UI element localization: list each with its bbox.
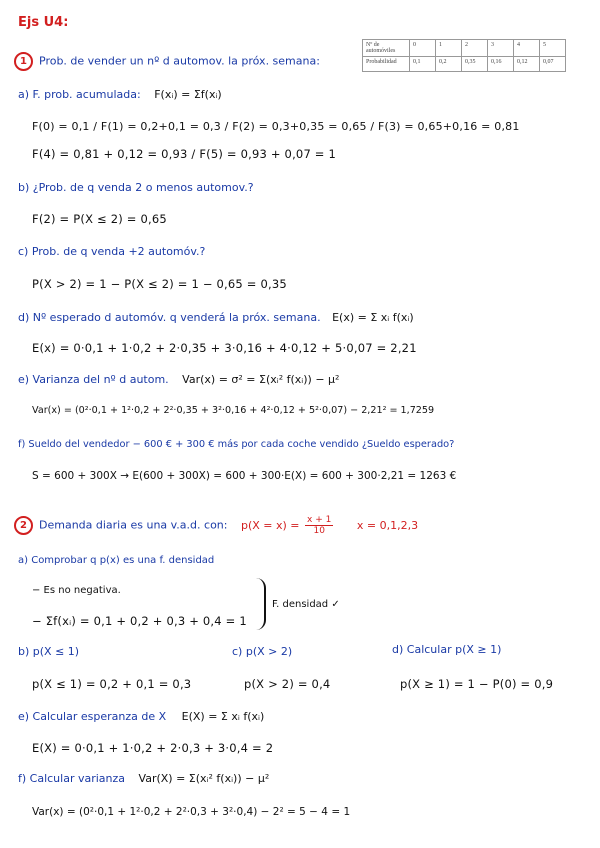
- ex2-a-heading: a) Comprobar q p(x) es una f. densidad: [18, 555, 215, 566]
- ex1-f-line: S = 600 + 300X → E(600 + 300X) = 600 + 300·E(X) = 600 + 300·2,21 = 1263 €: [32, 470, 457, 482]
- ex1-e-line: Var(x) = (0²·0,1 + 1²·0,2 + 2²·0,35 + 3²·0,16 + 4²·0,12 + 5²·0,07) − 2,21² = 1,7259: [32, 405, 435, 416]
- ex2-e-line: E(X) = 0·0,1 + 1·0,2 + 2·0,3 + 3·0,4 = 2: [32, 741, 274, 755]
- table-cell: 3: [488, 40, 514, 57]
- ex1-d-formula: E(x) = Σ xᵢ f(xᵢ): [332, 311, 414, 324]
- curly-brace: [254, 578, 266, 630]
- pmf-numerator: x + 1: [307, 515, 332, 525]
- table-cell: 0: [410, 40, 436, 57]
- ex2-a-conclusion: F. densidad ✓: [272, 599, 340, 610]
- table-cell: 0,16: [488, 57, 514, 72]
- ex1-d-heading-row: [18, 311, 414, 324]
- ex2-a-bullet2: − Σf(xᵢ) = 0,1 + 0,2 + 0,3 + 0,4 = 1: [32, 614, 247, 628]
- exercise-1-statement: [14, 52, 320, 71]
- probability-table: [362, 39, 566, 72]
- ex2-d-heading: d) Calcular p(X ≥ 1): [392, 643, 502, 656]
- ex2-d-line: p(X ≥ 1) = 1 − P(0) = 0,9: [400, 677, 554, 691]
- ex1-f-heading: f) Sueldo del vendedor − 600 € + 300 € más por cada coche vendido ¿Sueldo esperado?: [18, 439, 455, 450]
- ex2-b-heading: b) p(X ≤ 1): [18, 645, 80, 658]
- table-row-probabilities: [363, 57, 566, 72]
- table-cell: 0,35: [462, 57, 488, 72]
- ex1-a-heading-row: [18, 88, 222, 101]
- pmf-fraction: [305, 515, 333, 536]
- ex1-e-heading-row: [18, 373, 339, 386]
- table-header-probability: Probabilidad: [363, 57, 410, 72]
- ex1-a-formula: F(xᵢ) = Σf(xᵢ): [154, 88, 222, 101]
- table-cell: 4: [514, 40, 540, 57]
- ex2-f-line: Var(x) = (0²·0,1 + 1²·0,2 + 2²·0,3 + 3²·0,4) − 2² = 5 − 4 = 1: [32, 806, 351, 818]
- page-title: Ejs U4:: [18, 15, 69, 30]
- ex2-e-heading-row: [18, 710, 264, 723]
- ex1-a-line2: F(4) = 0,81 + 0,12 = 0,93 / F(5) = 0,93 + 0,07 = 1: [32, 147, 337, 161]
- exercise-1-number: 1: [14, 52, 33, 71]
- ex2-e-heading: e) Calcular esperanza de X: [18, 710, 167, 723]
- table-cell: 0,12: [514, 57, 540, 72]
- ex2-e-formula: E(X) = Σ xᵢ f(xᵢ): [181, 710, 265, 723]
- table-cell: 0,2: [436, 57, 462, 72]
- table-row-values: [363, 40, 566, 57]
- ex1-a-heading: a) F. prob. acumulada:: [18, 88, 141, 101]
- ex1-c-line: P(X > 2) = 1 − P(X ≤ 2) = 1 − 0,65 = 0,35: [32, 277, 287, 291]
- table-cell: 5: [540, 40, 566, 57]
- ex1-d-line: E(x) = 0·0,1 + 1·0,2 + 2·0,35 + 3·0,16 + 4·0,12 + 5·0,07 = 2,21: [32, 341, 417, 355]
- ex1-e-formula: Var(x) = σ² = Σ(xᵢ² f(xᵢ)) − μ²: [182, 373, 340, 386]
- ex2-c-line: p(X > 2) = 0,4: [244, 677, 331, 691]
- exercise-1-text: Prob. de vender un nº d automov. la próx. semana:: [39, 54, 320, 68]
- ex2-f-heading: f) Calcular varianza: [18, 772, 126, 785]
- exercise-2-pmf: p(X = x) =: [240, 518, 300, 532]
- ex2-f-formula: Var(X) = Σ(xᵢ² f(xᵢ)) − μ²: [138, 772, 270, 785]
- exercise-2-text: Demanda diaria es una v.a.d. con:: [39, 518, 228, 532]
- exercise-2-domain: x = 0,1,2,3: [356, 518, 419, 532]
- exercise-2-number: 2: [14, 516, 33, 535]
- pmf-denominator: 10: [313, 526, 325, 536]
- ex2-c-heading: c) p(X > 2): [232, 645, 293, 658]
- table-cell: 2: [462, 40, 488, 57]
- ex1-a-line1: F(0) = 0,1 / F(1) = 0,2+0,1 = 0,3 / F(2) = 0,3+0,35 = 0,65 / F(3) = 0,65+0,16 = 0,81: [32, 120, 520, 133]
- table-cell: 1: [436, 40, 462, 57]
- ex2-f-heading-row: [18, 772, 269, 785]
- ex2-a-bullet1: − Es no negativa.: [32, 585, 121, 596]
- table-cell: 0,07: [540, 57, 566, 72]
- ex1-d-heading: d) Nº esperado d automóv. q venderá la próx. semana.: [18, 311, 321, 324]
- ex2-b-line: p(X ≤ 1) = 0,2 + 0,1 = 0,3: [32, 677, 192, 691]
- ex1-e-heading: e) Varianza del nº d autom.: [18, 373, 169, 386]
- ex1-c-heading: c) Prob. de q venda +2 automóv.?: [18, 245, 206, 258]
- exercise-2-statement: [14, 515, 418, 536]
- table-header-cars: Nº de automóviles: [363, 40, 410, 57]
- ex1-b-heading: b) ¿Prob. de q venda 2 o menos automov.?: [18, 181, 254, 194]
- ex1-b-line: F(2) = P(X ≤ 2) = 0,65: [32, 212, 167, 226]
- table-cell: 0,1: [410, 57, 436, 72]
